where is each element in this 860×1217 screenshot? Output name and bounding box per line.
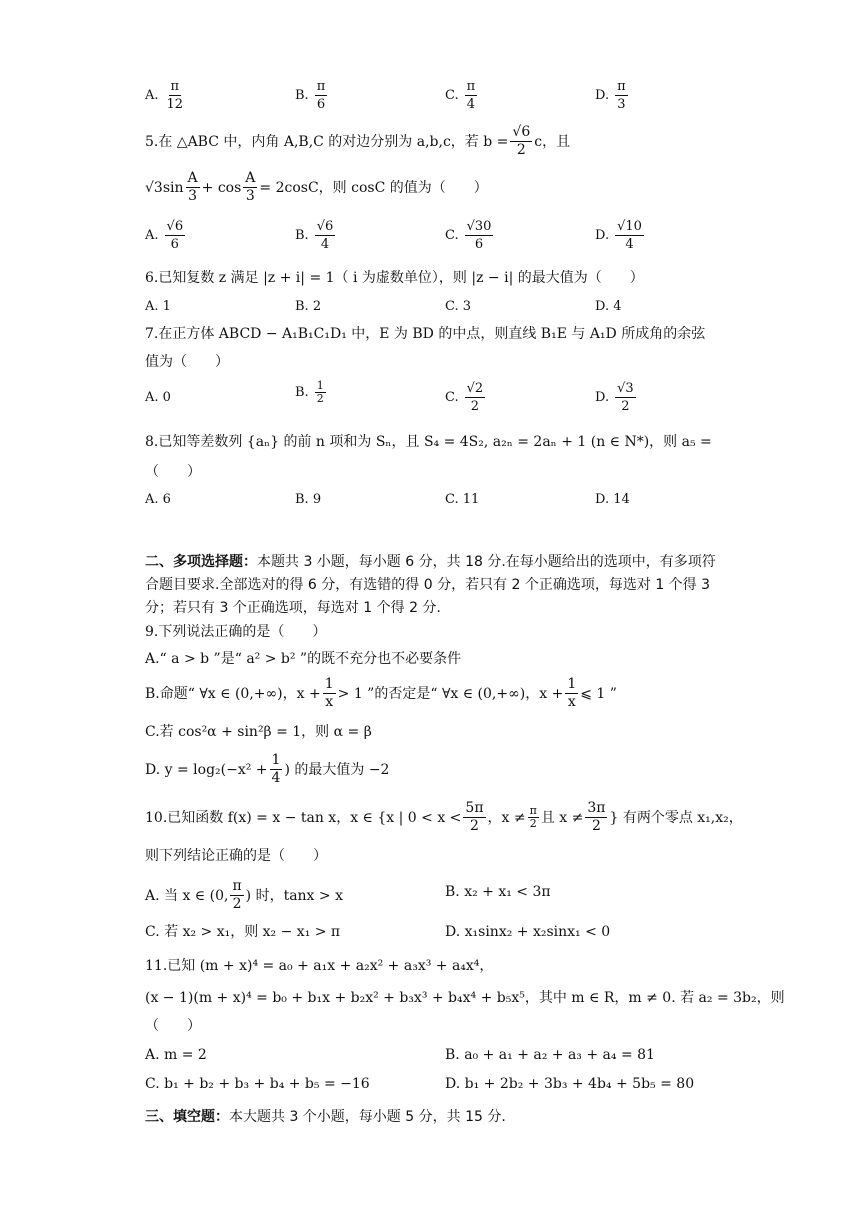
q10-text: ，x ≠ (487, 809, 526, 826)
fraction (615, 380, 636, 415)
denominator: 6 (316, 97, 326, 112)
fraction (243, 170, 257, 205)
q5-option-d (595, 218, 646, 253)
q6-option-c: C. 3 (445, 299, 472, 314)
denominator: 2 (470, 818, 479, 834)
fraction (565, 676, 578, 711)
numerator: A (245, 170, 256, 186)
numerator: π (170, 79, 180, 94)
numerator: 1 (324, 676, 334, 692)
q5-options (0, 218, 860, 258)
q5-text: √3sin (145, 179, 184, 196)
q5-stem-line1 (145, 124, 570, 159)
numerator: 5π (465, 800, 484, 816)
fraction (230, 878, 243, 913)
fraction (615, 218, 644, 253)
numerator: √6 (316, 219, 334, 234)
q8-stem-line2: （ ） (145, 464, 201, 480)
numerator: √10 (617, 219, 642, 234)
numerator: √3 (617, 381, 634, 396)
numerator: √2 (466, 381, 484, 396)
q5-text: c，且 (534, 133, 571, 150)
denominator: 4 (625, 237, 634, 252)
q10-text: } 有两个零点 x₁,x₂， (609, 809, 743, 826)
q4-option-d (595, 78, 630, 113)
q10-option-c: C. 若 x₂ > x₁，则 x₂ − x₁ > π (145, 924, 341, 940)
option-label: D. (595, 390, 610, 405)
q11-option-a: A. m = 2 (145, 1047, 207, 1063)
q5-text: + cos (201, 179, 242, 196)
q11-stem-line3: （ ） (145, 1018, 201, 1034)
fraction (615, 78, 628, 113)
section2-intro (145, 551, 725, 620)
denominator: x (325, 694, 334, 710)
denominator: 2 (591, 818, 601, 834)
denominator: 12 (166, 97, 184, 112)
q7-option-b (295, 380, 328, 405)
denominator: 2 (516, 142, 526, 158)
q9-b-text: B.命题“ ∀x ∈ (0,+∞)，x + (145, 685, 321, 702)
q11-stem-line2: (x − 1)(m + x)⁴ = b₀ + b₁x + b₂x² + b₃x³ + b₄x⁴ + b₅x⁵，其中 m ∈ R，m ≠ 0. 若 a₂ = 3b₂，则 (145, 990, 785, 1006)
q9-option-a: A.“ a > b ”是“ a² > b² ”的既不充分也不必要条件 (145, 651, 462, 667)
denominator: 3 (245, 188, 255, 204)
section3-heading: 三、填空题： (145, 1109, 229, 1125)
q10-stem-line1 (145, 800, 743, 835)
q6-option-b: B. 2 (295, 299, 322, 314)
q6-option-d: D. 4 (595, 299, 622, 314)
q9-option-d (145, 752, 389, 787)
q4-option-c (445, 78, 479, 113)
q5-option-c (445, 218, 495, 253)
fraction (315, 380, 326, 405)
denominator: 4 (466, 97, 476, 112)
q6-stem: 6.已知复数 z 满足 |z + i| = 1（ i 为虚数单位），则 |z − i| 的最大值为（ ） (145, 270, 644, 286)
denominator: 3 (188, 188, 198, 204)
denominator: x (567, 694, 576, 710)
q10-a-text: A. 当 x ∈ (0, (145, 887, 229, 904)
q8-option-d: D. 14 (595, 492, 630, 507)
fraction (465, 380, 486, 415)
q7-stem-line1: 7.在正方体 ABCD − A₁B₁C₁D₁ 中，E 为 BD 的中点，则直线 B₁E 与 A₁D 所成角的余弦 (145, 326, 706, 342)
fraction (463, 800, 485, 835)
option-label: B. (295, 88, 309, 103)
denominator: 4 (271, 770, 281, 786)
q8-option-c: C. 11 (445, 492, 480, 507)
fraction (510, 124, 532, 159)
option-label: C. (445, 390, 459, 405)
q7-option-a: A. 0 (145, 390, 171, 405)
q10-text: 且 x ≠ (540, 809, 584, 826)
numerator: π (529, 804, 537, 817)
q7-option-d (595, 380, 638, 415)
fraction (585, 800, 607, 835)
q10-option-a (145, 878, 343, 913)
option-label: C. (445, 228, 459, 243)
q8-stem-line1: 8.已知等差数列 {aₙ} 的前 n 项和为 Sₙ，且 S₄ = 4S₂, a₂ₙ = 2aₙ + 1 (n ∈ N*)，则 a₅ = (145, 434, 712, 450)
q9-d-text: ) 的最大值为 −2 (284, 761, 390, 778)
fraction (323, 676, 336, 711)
option-label: D. (595, 228, 610, 243)
section3-text: 本大题共 3 个小题，每小题 5 分，共 15 分. (229, 1109, 506, 1125)
fraction (165, 78, 186, 113)
numerator: 1 (316, 379, 324, 392)
fraction (165, 218, 186, 253)
section2-text: 本题共 3 小题，每小题 6 分，共 18 分.在每小题给出的选项中，有多项符合题目要求.全部选对的得 6 分，有选错的得 0 分，若只有 2 个正确选项，每选对 1 个得 3 分；若只有 3 个正确选项，每选对 1 个得 2 分. (145, 554, 716, 616)
section3-intro (145, 1106, 725, 1129)
numerator: 1 (271, 752, 281, 768)
denominator: 2 (621, 399, 630, 414)
fraction (465, 218, 494, 253)
denominator: 2 (529, 817, 537, 830)
numerator: π (617, 79, 626, 94)
fraction (315, 218, 336, 253)
fraction (186, 170, 200, 205)
numerator: π (232, 878, 242, 894)
q4-option-b (295, 78, 329, 113)
q5-text: 5.在 △ABC 中，内角 A,B,C 的对边分别为 a,b,c，若 b = (145, 133, 509, 150)
fraction (465, 78, 478, 113)
q4-options (0, 78, 860, 118)
fraction (315, 78, 328, 113)
numerator: 3π (587, 800, 606, 816)
q10-option-d: D. x₁sinx₂ + x₂sinx₁ < 0 (445, 924, 611, 940)
denominator: 6 (474, 237, 484, 252)
numerator: √30 (466, 219, 492, 234)
numerator: √6 (512, 124, 531, 140)
numerator: A (187, 170, 198, 186)
q10-stem-line2: 则下列结论正确的是（ ） (145, 848, 327, 864)
denominator: 4 (320, 237, 330, 252)
denominator: 2 (232, 896, 242, 912)
fraction (270, 752, 283, 787)
denominator: 2 (470, 399, 480, 414)
q7-options (0, 380, 860, 420)
q9-option-c: C.若 cos²α + sin²β = 1，则 α = β (145, 724, 372, 740)
numerator: π (316, 79, 326, 94)
q11-option-d: D. b₁ + 2b₂ + 3b₃ + 4b₄ + 5b₅ = 80 (445, 1076, 695, 1092)
q6-option-a: A. 1 (145, 299, 171, 314)
q5-text: = 2cosC，则 cosC 的值为（ ） (259, 179, 488, 196)
q11-stem-line1: 11.已知 (m + x)⁴ = a₀ + a₁x + a₂x² + a₃x³ + a₄x⁴， (145, 958, 494, 974)
q9-stem: 9.下列说法正确的是（ ） (145, 624, 327, 640)
q4-option-a (145, 78, 187, 113)
q10-text: 10.已知函数 f(x) = x − tan x，x ∈ {x | 0 < x < (145, 809, 462, 826)
option-label: B. (295, 228, 309, 243)
q9-b-text: ⩽ 1 ” (580, 685, 617, 702)
q9-d-text: D. y = log₂(−x² + (145, 761, 268, 778)
q9-option-b (145, 676, 617, 711)
numerator: √6 (166, 219, 184, 234)
q11-option-c: C. b₁ + b₂ + b₃ + b₄ + b₅ = −16 (145, 1076, 370, 1092)
q11-option-b: B. a₀ + a₁ + a₂ + a₃ + a₄ = 81 (445, 1047, 655, 1063)
q8-option-a: A. 6 (145, 492, 171, 507)
option-label: A. (145, 228, 159, 243)
denominator: 2 (316, 392, 324, 405)
q7-stem-line2: 值为（ ） (145, 354, 229, 370)
q10-option-b: B. x₂ + x₁ < 3π (445, 884, 551, 900)
numerator: π (466, 79, 476, 94)
section2-heading: 二、多项选择题： (145, 554, 257, 570)
q10-a-text: ) 时，tanx > x (245, 887, 343, 904)
numerator: 1 (567, 676, 577, 692)
q5-stem-line2 (145, 170, 488, 205)
option-label: C. (445, 88, 459, 103)
q8-option-b: B. 9 (295, 492, 322, 507)
denominator: 3 (617, 97, 626, 112)
option-label: A. (145, 88, 159, 103)
denominator: 6 (170, 237, 179, 252)
q7-option-c (445, 380, 487, 415)
q9-b-text: > 1 ”的否定是“ ∀x ∈ (0,+∞)，x + (337, 685, 564, 702)
q5-option-a (145, 218, 187, 253)
option-label: B. (295, 385, 309, 400)
q5-option-b (295, 218, 337, 253)
fraction (528, 805, 539, 830)
option-label: D. (595, 88, 610, 103)
